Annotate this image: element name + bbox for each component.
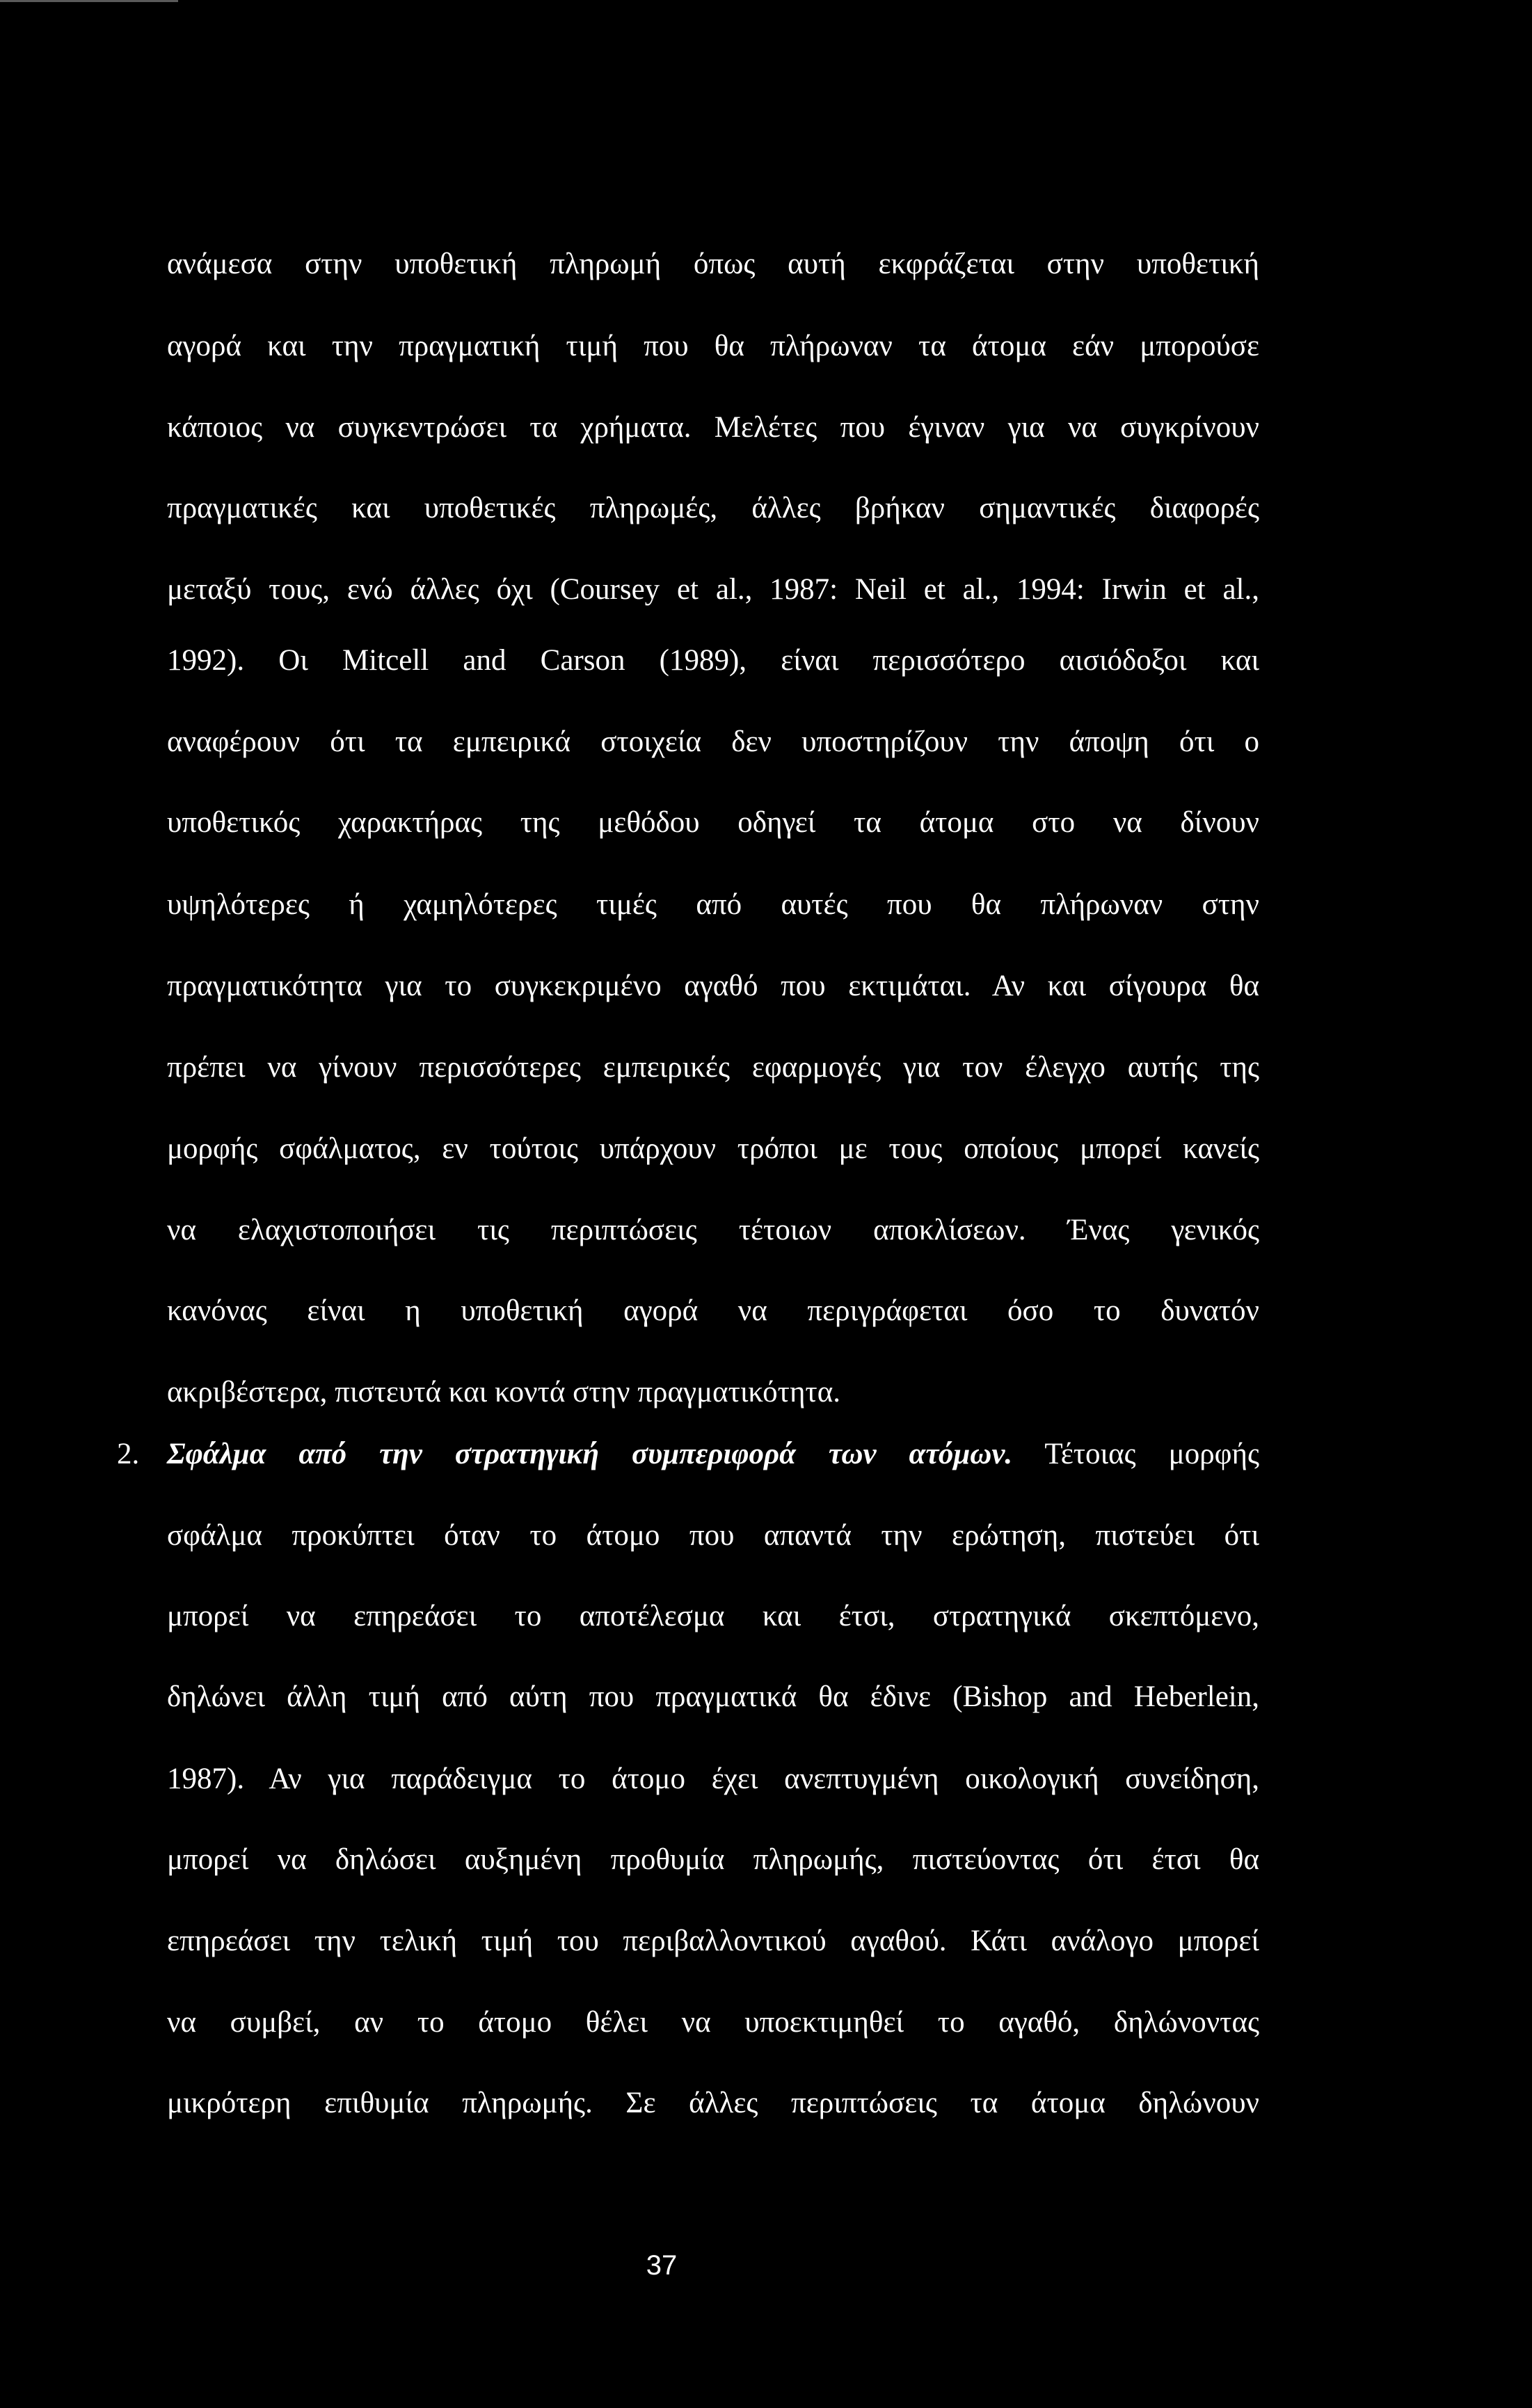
text-line: πρέπει να γίνουν περισσότερες εμπειρικές εφαρμογές για τον έλεγχο αυτής της bbox=[167, 1051, 1259, 1084]
text-line: μικρότερη επιθυμία πληρωμής. Σε άλλες περιπτώσεις τα άτομα δηλώνουν bbox=[167, 2087, 1259, 2119]
list-number: 2. bbox=[117, 1438, 140, 1470]
text-run: Τέτοιας μορφής bbox=[1012, 1438, 1259, 1470]
text-line: να ελαχιστοποιήσει τις περιπτώσεις τέτοιων αποκλίσεων. Ένας γενικός bbox=[167, 1214, 1259, 1246]
text-line: να συμβεί, αν το άτομο θέλει να υποεκτιμηθεί το αγαθό, δηλώνοντας bbox=[167, 2006, 1259, 2039]
text-line: ανάμεσα στην υποθετική πληρωμή όπως αυτή εκφράζεται στην υποθετική bbox=[167, 248, 1259, 280]
list-item-heading: Σφάλμα από την στρατηγική συμπεριφορά των ατόμων. bbox=[167, 1438, 1013, 1470]
list-item-heading-line bbox=[167, 1435, 1259, 1474]
text-line: υψηλότερες ή χαμηλότερες τιμές από αυτές που θα πλήρωναν στην bbox=[167, 888, 1259, 921]
text-line: πραγματικές και υποθετικές πληρωμές, άλλες βρήκαν σημαντικές διαφορές bbox=[167, 492, 1259, 524]
text-line: 1987). Αν για παράδειγμα το άτομο έχει ανεπτυγμένη οικολογική συνείδηση, bbox=[167, 1763, 1259, 1795]
text-line: μπορεί να επηρεάσει το αποτέλεσμα και έτσι, στρατηγικά σκεπτόμενο, bbox=[167, 1600, 1259, 1632]
text-line: 1992). Οι Mitcell and Carson (1989), είναι περισσότερο αισιόδοξοι και bbox=[167, 644, 1259, 677]
text-line: κάποιος να συγκεντρώσει τα χρήματα. Μελέτες που έγιναν για να συγκρίνουν bbox=[167, 411, 1259, 444]
text-line: μορφής σφάλματος, εν τούτοις υπάρχουν τρόποι με τους οποίους μπορεί κανείς bbox=[167, 1132, 1259, 1165]
text-line: δηλώνει άλλη τιμή από αύτη που πραγματικά θα έδινε (Bishop and Heberlein, bbox=[167, 1680, 1259, 1713]
text-line: υποθετικός χαρακτήρας της μεθόδου οδηγεί τα άτομα στο να δίνουν bbox=[167, 806, 1259, 839]
text-line: μεταξύ τους, ενώ άλλες όχι (Coursey et al., 1987: Neil et al., 1994: Irwin et al., bbox=[167, 573, 1259, 606]
text-line: πραγματικότητα για το συγκεκριμένο αγαθό που εκτιμάται. Αν και σίγουρα θα bbox=[167, 970, 1259, 1002]
text-line: κανόνας είναι η υποθετική αγορά να περιγράφεται όσο το δυνατόν bbox=[167, 1294, 1259, 1327]
text-line: ακριβέστερα, πιστευτά και κοντά στην πραγματικότητα. bbox=[167, 1376, 840, 1408]
text-line: σφάλμα προκύπτει όταν το άτομο που απαντά την ερώτηση, πιστεύει ότι bbox=[167, 1519, 1259, 1552]
text-line: επηρεάσει την τελική τιμή του περιβαλλοντικού αγαθού. Κάτι ανάλογο μπορεί bbox=[167, 1925, 1259, 1957]
scan-edge-bar bbox=[0, 0, 178, 2]
text-line: αναφέρουν ότι τα εμπειρικά στοιχεία δεν υποστηρίζουν την άποψη ότι ο bbox=[167, 725, 1259, 758]
page-number: 37 bbox=[646, 2250, 678, 2281]
text-line: αγορά και την πραγματική τιμή που θα πλήρωναν τα άτομα εάν μπορούσε bbox=[167, 330, 1259, 362]
text-line: μπορεί να δηλώσει αυξημένη προθυμία πληρωμής, πιστεύοντας ότι έτσι θα bbox=[167, 1843, 1259, 1876]
